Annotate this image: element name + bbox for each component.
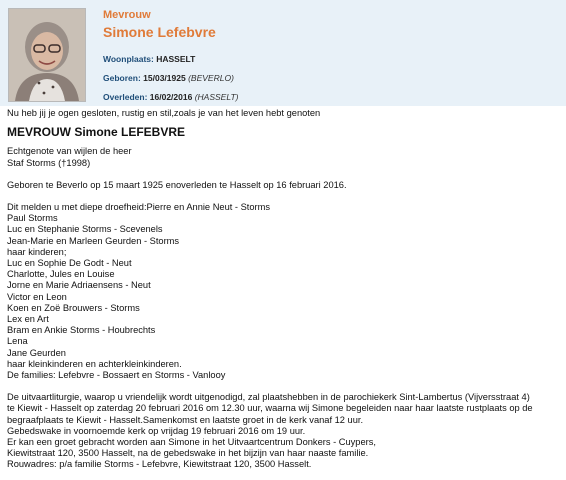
died-place: (HASSELT) xyxy=(194,92,239,102)
funeral-line: De uitvaartliturgie, waarop u vriendelijk wordt uitgenodigd, zal plaatshebben in de parochiekerk Sint-Lambertus (Vijversstraat 4) xyxy=(7,392,530,403)
family-list xyxy=(7,202,559,381)
died-row xyxy=(103,90,238,105)
family-line: Jorne en Marie Adriaensens - Neut xyxy=(7,280,151,291)
born-date: 15/03/1925 xyxy=(143,73,186,83)
family-line: Luc en Sophie De Godt - Neut xyxy=(7,258,132,269)
residence-label: Woonplaats: xyxy=(103,54,154,64)
deceased-name: Simone Lefebvre xyxy=(103,24,216,40)
residence-row xyxy=(103,52,238,67)
obituary-content xyxy=(7,108,559,471)
died-label: Overleden: xyxy=(103,92,148,102)
funeral-line: te Kiewit - Hasselt op zaterdag 20 februari 2016 om 12.30 uur, waarna wij Simone begeleiden naar haar laatste rustplaats op de xyxy=(7,403,533,414)
spouse-line: Staf Storms (†1998) xyxy=(7,157,91,168)
spacer xyxy=(7,191,559,202)
family-line: Koen en Zoë Brouwers - Storms xyxy=(7,302,140,313)
spouse-block xyxy=(7,146,559,168)
obituary-heading: MEVROUW Simone LEFEBVRE xyxy=(7,125,186,140)
funeral-line: Rouwadres: p/a familie Storms - Lefebvre, Kiewitstraat 120, 3500 Hasselt. xyxy=(7,459,312,470)
family-line: Charlotte, Jules en Louise xyxy=(7,269,115,280)
family-line: Jean-Marie en Marleen Geurden - Storms xyxy=(7,235,180,246)
spouse-line: Echtgenote van wijlen de heer xyxy=(7,146,132,157)
family-line: haar kinderen; xyxy=(7,246,67,257)
portrait-image xyxy=(9,9,85,101)
family-line: Dit melden u met diepe droefheid:Pierre en Annie Neut - Storms xyxy=(7,202,271,213)
born-place: (BEVERLO) xyxy=(188,73,234,83)
born-label: Geboren: xyxy=(103,73,141,83)
family-line: Victor en Leon xyxy=(7,291,67,302)
funeral-line: Kiewitstraat 120, 3500 Hasselt, na de gebedswake in het bijzijn van haar naaste familie. xyxy=(7,448,369,459)
family-line: Jane Geurden xyxy=(7,347,66,358)
portrait-photo xyxy=(8,8,86,102)
memorial-quote: Nu heb jij je ogen gesloten, rustig en stil,zoals je van het leven hebt genoten xyxy=(7,108,321,118)
family-line: Bram en Ankie Storms - Houbrechts xyxy=(7,325,156,336)
header-text xyxy=(103,9,238,105)
family-line: haar kleinkinderen en achterkleinkinderen. xyxy=(7,358,182,369)
funeral-line: begraafplaats te Kiewit - Hasselt.Samenkomst en laatste groet in de kerk vanaf 12 uur. xyxy=(7,414,364,425)
birth-sentence: Geboren te Beverlo op 15 maart 1925 enoverleden te Hasselt op 16 februari 2016. xyxy=(7,179,347,190)
salutation: Mevrouw xyxy=(103,9,151,21)
spacer xyxy=(7,169,559,180)
family-line: Lena xyxy=(7,336,28,347)
family-line: Paul Storms xyxy=(7,213,58,224)
family-line: Lex en Art xyxy=(7,314,49,325)
funeral-info xyxy=(7,392,559,470)
born-row xyxy=(103,71,238,86)
died-date: 16/02/2016 xyxy=(149,92,193,102)
spacer xyxy=(7,381,559,392)
family-line: De families: Lefebvre - Bossaert en Storms - Vanlooy xyxy=(7,370,226,381)
funeral-line: Er kan een groet gebracht worden aan Simone in het Uitvaartcentrum Donkers - Cuypers, xyxy=(7,437,376,448)
residence-value: HASSELT xyxy=(156,54,196,64)
header-panel xyxy=(0,0,566,106)
family-line: Luc en Stephanie Storms - Scevenels xyxy=(7,224,163,235)
funeral-line: Gebedswake in voornoemde kerk op vrijdag 19 februari 2016 om 19 uur. xyxy=(7,425,306,436)
